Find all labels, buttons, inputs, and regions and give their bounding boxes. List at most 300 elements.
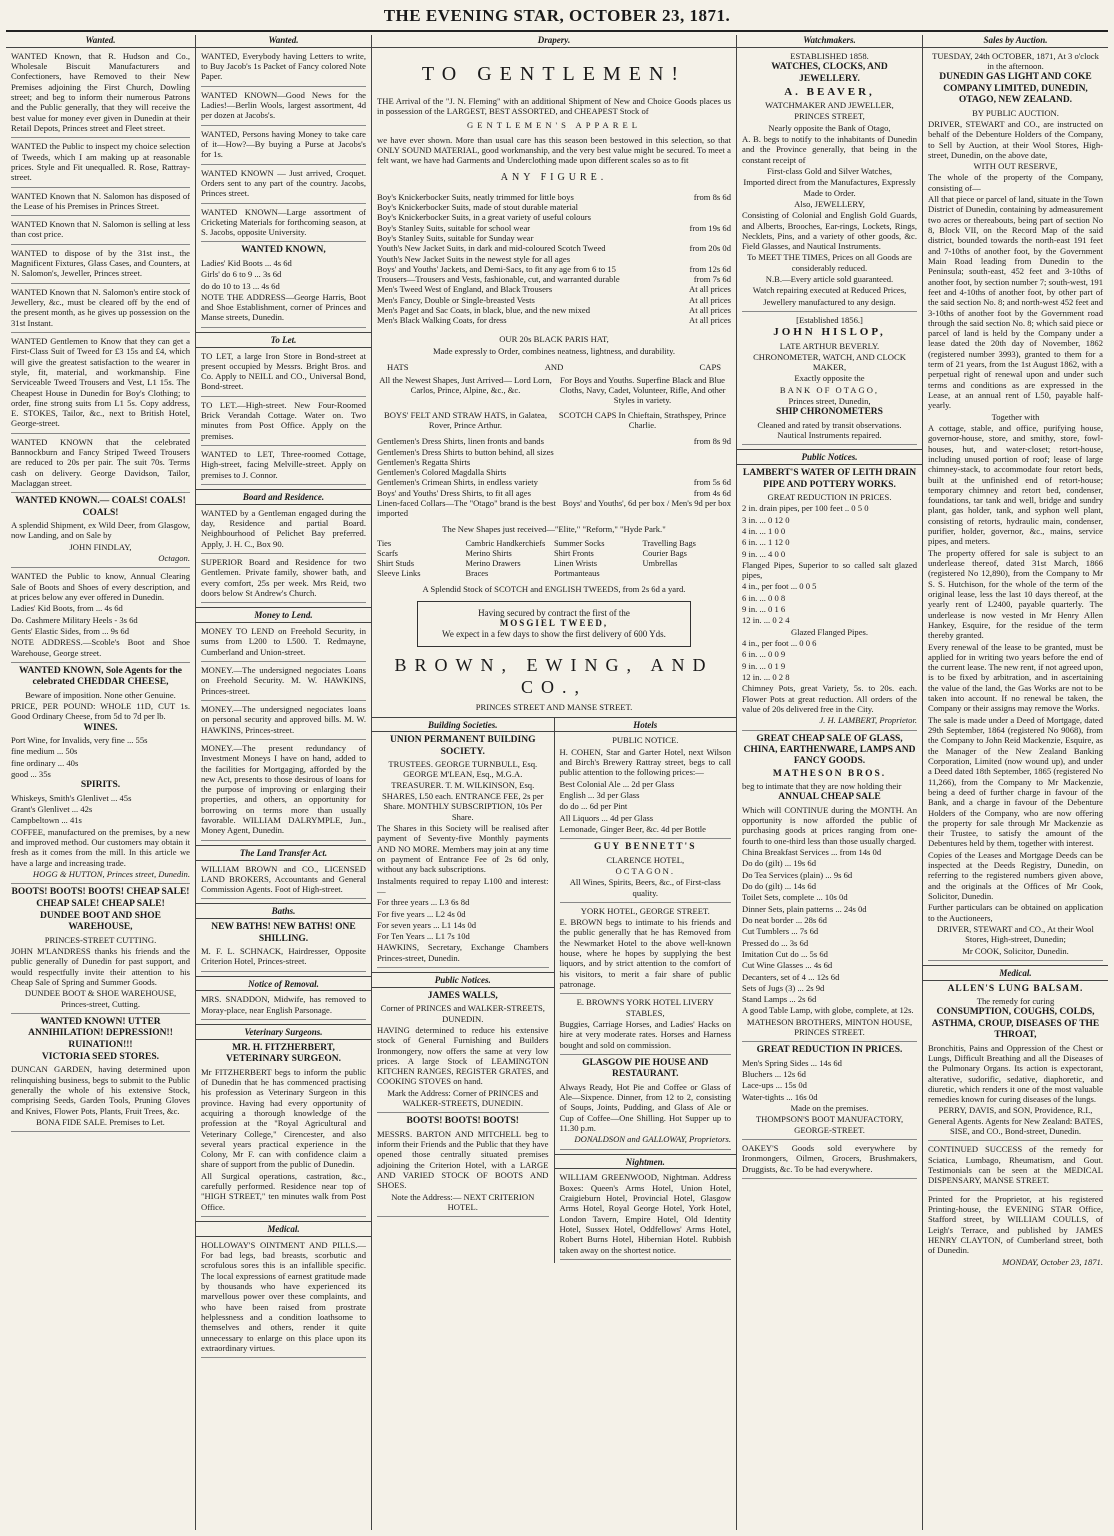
item-price: from 4s 6d: [693, 487, 731, 498]
ad-signature: THOMPSON'S BOOT MANUFACTORY, GEORGE-STREET.: [755, 1114, 904, 1135]
ad-text: MONEY.—The present redundancy of Investment Moneys I have on hand, added to the facilities for Mortgaging, afforded by the new Act, presents to those desirous of loans for the purpose of improving or enlarging their properties, and others, an opportunity for borrowing on terms more than usually favorable. WILLIAM DALRYMPLE, Jun., Money Agent, Dunedin.: [201, 742, 366, 836]
ad-money-hawkins-2: [201, 704, 366, 740]
ad-title: JOHN HISLOP,: [773, 326, 886, 339]
section-heading: Hotels: [555, 720, 737, 733]
ad-text: The New Shapes just received—"Elite," "Reform," "Hyde Park.": [442, 523, 666, 534]
price-line: good ... 35s: [11, 768, 51, 779]
ad-matheson: [742, 734, 917, 1043]
hotels-column: [555, 718, 737, 1263]
ad-walls: [377, 991, 549, 1114]
ad-text: WANTED KNOWN—Large assortment of Cricketing Materials for forthcoming season, at S. Jacobs, opposite University.: [201, 206, 366, 238]
ad-heading: GREAT REDUCTION IN PRICES.: [756, 1045, 903, 1056]
ad-text: TO LET, a large Iron Store in Bond-street at present occupied by Messrs. Bright Bros. and Co. Apply to NEILL and CO., Universal Bond, Bond-street.: [201, 350, 366, 392]
price-line: Sets of Jugs (3) ... 2s 9d: [742, 982, 825, 993]
ad-tolet-cottage: [201, 400, 366, 446]
ad-heading: WANTED KNOWN, Sole Agents for the celebrated CHEDDAR CHEESE,: [19, 665, 182, 688]
misc-item: Shirt Fronts: [554, 549, 594, 559]
ad-text: COFFEE, manufactured on the premises, by a new and improved method. Our customers may obtain it fresh as it comes from the mill. In this article we have a large and increasing trade.: [11, 826, 190, 868]
section-heading: Public Notices.: [737, 449, 922, 465]
mosgiel-line-2: MOSGIEL TWEED,: [499, 618, 609, 629]
price-line: Men's Spring Sides ... 14s 6d: [742, 1057, 842, 1068]
item-name: Linen-faced Collars—The "Otago" brand is the best imported: [377, 498, 556, 519]
price-line: Imitation Cut do ... 5s 6d: [742, 948, 828, 959]
price-line: Dinner Sets, plain patterns ... 24s 0d: [742, 903, 867, 914]
ad-text: MONEY TO LEND on Freehold Security, in sums from L200 to L500. T. Redmayne, Cumberland and Union-street.: [201, 626, 366, 657]
item-price: from 5s 6d: [693, 477, 731, 488]
price-line: 6 in. ... 0 0 9: [742, 649, 786, 660]
and-text: AND: [544, 362, 564, 373]
ad-hislop: [742, 315, 917, 445]
price-line: 6 in. ... 0 0 8: [742, 592, 786, 603]
ad-text: Chimney Pots, great Variety, 5s. to 20s. each. Flower Pots at great reduction. All orders of the value of 20s delivered free in the City.: [742, 683, 917, 714]
ad-text: Watch repairing executed at Reduced Prices,: [752, 285, 907, 296]
ad-text: E. BROWN begs to intimate to his friends and the public generally that he has Removed from the Newmarket Hotel to the above well-known house, where he hopes by supplying the best liquors, and by strict attention to the comfort of his visitors, to merit a fair share of public patronage.: [559, 917, 731, 989]
ad-text: Exactly opposite the: [794, 373, 865, 384]
ad-text: The Shares in this Society will be realised after payment of Seventy-five Monthly payments AND NO MORE. Members may join at any time on payment of Entrance Fee of 2s 6d only, without any back subscriptions.: [377, 823, 549, 875]
shirts-price-list: [377, 436, 731, 519]
price-row: [377, 305, 731, 315]
price-row: [377, 223, 731, 233]
item-price: At all prices: [689, 294, 731, 305]
firm-name: BROWN, EWING, AND CO.,: [394, 655, 714, 697]
ad-title: A. BEAVER,: [784, 85, 875, 98]
ad-holloway: [201, 1240, 366, 1358]
ad-text: Made expressly to Order, combines neatness, lightness, and durability.: [432, 346, 676, 357]
price-line: Lace-ups ... 15s 0d: [742, 1080, 807, 1091]
item-name: Boys' and Youths' Jackets, and Demi-Sacs, to fit any age from 6 to 15: [377, 263, 616, 274]
ad-text: Further particulars can be obtained on application to the Auctioneers,: [928, 902, 1103, 923]
ad-hudson: [11, 51, 190, 139]
price-line: Do do (gilt) ... 14s 6d: [742, 881, 816, 891]
ad-heading: WATCHES, CLOCKS, AND JEWELLERY.: [771, 62, 888, 84]
price-line: do do 10 to 13 ... 4s 6d: [201, 280, 280, 291]
price-line: do do ... 6d per Pint: [559, 801, 628, 812]
imprint-date: MONDAY, October 23, 1871.: [1002, 1256, 1103, 1267]
ad-signature: Mr COOK, Solicitor, Dunedin.: [962, 945, 1069, 956]
ad-text: A Splendid Stock of SCOTCH and ENGLISH TWEEDS, from 2s 6d a yard.: [422, 584, 686, 595]
item-price: from 12s 6d: [689, 263, 731, 274]
item-name: Men's Black Walking Coats, for dress: [377, 315, 507, 326]
price-line: fine medium ... 50s: [11, 746, 78, 757]
misc-item: Braces: [465, 569, 489, 579]
section-heading: Sales by Auction.: [923, 35, 1108, 48]
ad-heading: UNION PERMANENT BUILDING SOCIETY.: [389, 735, 536, 757]
item-name: Gentlemen's Dress Shirts to button behind, all sizes: [377, 446, 554, 457]
price-line: Toilet Sets, complete ... 10s 0d: [742, 892, 848, 903]
price-line: 6 in. ... 1 12 0: [742, 537, 790, 548]
item-name: Gentlemen's Crimean Shirts, in endless variety: [377, 477, 538, 488]
ad-cohen: [560, 735, 732, 839]
ad-signature: DUNDEE BOOT & SHOE WAREHOUSE, Princes-street, Cutting.: [24, 988, 177, 1009]
ad-text: The sale is made under a Deed of Mortgage, dated 29th September, 1864 (registered No 9068), from the Company to John Reid Mackenzie, Esquire, as the Manager of the New Zealand Banking Corporation, Limited (now wound up), and under a Deed dated 18th September, 1865 (registered No 11,266), from the Company to Mr Mackenzie, being a deed of further charge in favour of the Bank, and a charge in favour of the Debenture Holders of the Company, who are now offering the property for sale through Mr Mackenzie as their Trustee, to satisfy the amount of the Debentures held by them, together with interest.: [928, 714, 1103, 849]
ad-gas-company-auction: [928, 51, 1103, 961]
price-row: [377, 457, 731, 467]
ad-text: A good Table Lamp, with globe, complete, at 12s.: [742, 1005, 914, 1016]
price-line: Best Colonial Ale ... 2d per Glass: [559, 778, 675, 789]
ad-footer: Note the Address:— NEXT CRITERION HOTEL.: [391, 1191, 535, 1212]
ad-fitzherbert: [201, 1043, 366, 1217]
ad-davidson: [11, 437, 190, 494]
ad-heading: WANTED KNOWN,: [241, 245, 326, 256]
ad-text: we have ever shown. More than usual care has this season been bestowed in this selection, so that ONLY SOUND MATERIAL, good workmanship, and the very best value might be secured. To meet a felt want, we have had Garments and Underclothing made upon different scales so as to fit: [377, 134, 731, 166]
price-line: Campbeltown ... 41s: [11, 815, 82, 826]
section-heading: To Let.: [196, 332, 371, 348]
ad-oakey: [742, 1143, 917, 1179]
ad-text: WANTED Gentlemen to Know that they can get a First-Class Suit of Tweed for £3 15s and £4, which will give the greatest satisfaction to the wearer in style, fit, material, and workmanship. Fine Serviceable Tweed Trousers and Vest, L1 15s. The Cheapest House in Dunedin for Boy's Clothing; to order, fine strong suits from L1 5s. Copy address, E. STOKES, Tailor, &c., next to British Hotel, George-street.: [11, 335, 190, 429]
item-name: Gentlemen's Regatta Shirts: [377, 456, 471, 467]
price-line: Do. Cashmere Military Heels - 3s 6d: [11, 614, 138, 625]
misc-item: Courier Bags: [642, 549, 687, 559]
item-price: At all prices: [689, 315, 731, 326]
price-line: 9 in. ... 4 0 0: [742, 548, 786, 559]
misc-item: Sleeve Links: [377, 569, 421, 579]
ad-subheading: GREAT REDUCTION IN PRICES.: [767, 491, 892, 502]
ad-text: First-class Gold and Silver Watches,: [767, 165, 892, 176]
ad-heading: GREAT CHEAP SALE OF GLASS, CHINA, EARTHENWARE, LAMPS AND FANCY GOODS.: [743, 733, 916, 767]
ad-text: The remedy for curing: [976, 996, 1055, 1007]
item-price: from 8s 6d: [693, 191, 731, 202]
ad-union-building: [377, 735, 549, 968]
price-line: For three years ... L3 6s 8d: [377, 897, 470, 908]
section-heading: Notice of Removal.: [196, 976, 371, 992]
price-row: [377, 243, 731, 253]
price-line: Stand Lamps ... 2s 6d: [742, 994, 817, 1005]
section-heading: Building Societies.: [372, 720, 554, 733]
misc-item: Merino Shirts: [465, 549, 512, 559]
price-line: Pressed do ... 3s 6d: [742, 937, 809, 948]
ad-subheading: Glazed Flanged Pipes.: [790, 626, 869, 637]
price-line: Do neat border ... 28s 6d: [742, 914, 827, 925]
item-name: Youth's New Jacket Suits, in dark and mid-coloured Scotch Tweed: [377, 243, 606, 254]
price-line: Girls' do 6 to 9 ... 3s 6d: [201, 269, 282, 280]
item-name: Boy's Stanley Suits, suitable for Sunday wear: [377, 232, 534, 243]
ad-baths: [201, 922, 366, 971]
ad-snaddon: [201, 994, 366, 1020]
ad-heading: YORK HOTEL, GEORGE STREET.: [580, 905, 710, 916]
ad-signature: MATHESON BROTHERS, MINTON HOUSE, PRINCES STREET.: [746, 1016, 913, 1038]
ad-stokes: [11, 336, 190, 434]
building-column: [372, 718, 555, 1263]
price-line: Cut Tumblers ... 7s 6d: [742, 926, 819, 937]
price-row: [377, 447, 731, 457]
ad-york-hotel: [560, 906, 732, 995]
ad-rose: [11, 141, 190, 187]
section-heading: Veterinary Surgeons.: [196, 1024, 371, 1040]
ad-beaver: [742, 51, 917, 312]
ad-text: Cleaned and rated by transit observations. Nautical Instruments repaired.: [757, 419, 902, 441]
ad-brown-land: [201, 864, 366, 900]
ad-place: OCTAGON.: [615, 865, 675, 876]
ad-heading: BOOTS! BOOTS! BOOTS!: [406, 1116, 519, 1127]
ad-signature: JOHN FINDLAY,: [69, 541, 132, 552]
ad-text: TRUSTEES. GEORGE TURNBULL, Esq. GEORGE M'LEAN, Esq., M.G.A. TREASURER. T. M. WILKINSON, Esq.: [388, 759, 538, 790]
ad-title: TO GENTLEMEN!: [421, 62, 687, 85]
ad-tolet-connor: [201, 449, 366, 485]
price-line: Lemonade, Ginger Beer, &c. 4d per Bottle: [559, 823, 706, 834]
misc-item: Scarfs: [377, 549, 398, 559]
section-heading: Board and Residence.: [196, 489, 371, 505]
price-line: Water-tights ... 16s 0d: [742, 1091, 818, 1102]
ad-text: WANTED Known that N. Salomon's entire stock of Jewellery, &c., must be cleared off by the end of the present month, as he gives up possession on the 31st Instant.: [11, 286, 190, 328]
mosgiel-line-3: We expect in a few days to show the first delivery of 600 Yds.: [442, 629, 666, 640]
ad-jacobs-paper: [201, 51, 366, 87]
ad-text: JOHN M'LANDRESS thanks his friends and the public generally of Dunedin for past support, and would respectfully invite their attention to his Cheap Sale of Spring and Summer Goods.: [11, 946, 190, 987]
price-line: 3 in. ... 0 12 0: [742, 514, 790, 525]
ad-jacobs-purse: [201, 129, 366, 165]
ad-subheading: BY PUBLIC AUCTION.: [972, 107, 1059, 118]
ad-heading: NEW BATHS! NEW BATHS! ONE SHILLING.: [211, 922, 356, 944]
ad-thompson: [742, 1045, 917, 1140]
price-line: 4 in., per foot ... 0 0 5: [742, 581, 817, 592]
masthead: THE EVENING STAR, OCTOBER 23, 1871.: [383, 6, 731, 25]
ad-text: MONEY.—The undersigned negociates loans on personal security and approved bills. M. W. HAWKINS, Princes-street.: [201, 703, 366, 735]
ad-text: DRIVER, STEWART and CO., are instructed on behalf of the Debenture Holders of the Company, to Sell by Auction, at their Wool Stores, High-street, Dunedin, on the above date,: [928, 118, 1103, 160]
ad-subheading: ANNUAL CHEAP SALE: [778, 792, 881, 803]
item-name: Men's Fancy, Double or Single-breasted Vests: [377, 294, 535, 305]
item-price: At all prices: [689, 305, 731, 316]
ad-subheading: CHRONOMETER, WATCH, AND CLOCK MAKER,: [753, 351, 906, 373]
section-heading: Baths.: [196, 903, 371, 919]
ad-subheading: Beware of imposition. None other Genuine.: [25, 689, 176, 700]
ad-note: NOTE THE ADDRESS—George Harris, Boot and Shoe Establishment, corner of Princes and Manse streets, Dunedin.: [201, 291, 366, 323]
ad-footer: Mark the Address: Corner of PRINCES and WALKER-STREETS, DUNEDIN.: [387, 1087, 539, 1109]
ad-salomon-fixtures: [11, 248, 190, 284]
item-name: Boy's Knickerbocker Suits, neatly trimmed for little boys: [377, 191, 574, 202]
price-row: [377, 274, 731, 284]
ad-text: Buggies, Carriage Horses, and Ladies' Hacks on hire at very moderate rates. Horses and Harness bought and sold on commission.: [559, 1018, 731, 1050]
felt-hats-text: BOYS' FELT AND STRAW HATS, in Galatea, Rover, Prince Arthur.: [383, 409, 548, 430]
imprint: [928, 1194, 1103, 1271]
price-line: 4 in., per foot ... 0 0 6: [742, 638, 817, 649]
ad-jacobs-croquet: [201, 168, 366, 204]
section-heading: Medical.: [923, 965, 1108, 981]
ad-text: MESSRS. BARTON AND MITCHELL beg to inform their Friends and the Public that they have opened those centrally situated premises adjoining the Criterion Hotel, with a LARGE AND VARIED STOCK OF BOOTS AND SHOES.: [377, 1128, 549, 1191]
caps-text: For Boys and Youths. Superfine Black and Blue Cloths, Navy, Cadet, Volunteer, Rifle, And other Styles in variety.: [559, 374, 726, 406]
column-auction: [923, 35, 1108, 1530]
ad-greenwood: [560, 1172, 732, 1260]
ad-jacobs-cricket: [201, 207, 366, 243]
ad-heading: WANTED KNOWN.— COALS! COALS! COALS!: [15, 496, 186, 518]
section-heading: Wanted.: [6, 35, 195, 48]
item-name: Youth's New Jacket Suits in the newest style for all ages: [377, 253, 571, 264]
price-line: Do Tea Services (plain) ... 9s 6d: [742, 869, 853, 880]
ad-text: DUNCAN GARDEN, having determined upon relinquishing business, begs to submit to the Public generally the whole of his extensive Stock, comprising Seeds, Garden Tools, Pruning Gloves and Knives, Flower Pots, Plants, Fruit Trees, &c.: [11, 1064, 190, 1116]
ad-text: The property offered for sale is subject to an underlease thereof, dated 31st March, 1866 (registered No 12,890), from the Company to Mr S. S. Hutchison, for the whole of the term of the original lease, less the last 10 days thereof, at the yearly rent of L2400, payable quarterly. The underlease is now vested in Mr Henry Allen Hankey, Esquire, for the residue of the term thereby granted.: [928, 547, 1103, 641]
ad-salomon-lease: [11, 191, 190, 217]
ad-heading: GENTLEMEN'S APPAREL: [467, 120, 641, 131]
ad-footer: BONA FIDE SALE. Premises to Let.: [36, 1117, 165, 1128]
misc-item: Travelling Bags: [642, 539, 696, 549]
section-heading: Money to Lend.: [196, 607, 371, 623]
section-heading: The Land Transfer Act.: [196, 845, 371, 861]
ad-text: PERRY, DAVIS, and SON, Providence, R.I., General Agents. Agents for New Zealand: BATES, SISE, and CO., Bond-street, Dunedin.: [928, 1105, 1103, 1137]
firm-address: PRINCES STREET AND MANSE STREET.: [475, 702, 633, 713]
ad-victoria-seed: [11, 1017, 190, 1132]
ad-text: MONEY.—The undersigned negociates Loans on Freehold Security. M. W. HAWKINS, Princes-street.: [201, 665, 366, 696]
ad-text: Mr FITZHERBERT begs to inform the public of Dunedin that he has commenced practising his profession as Veterinary Surgeon in this province. Having had every opportunity of acquiring a thorough knowledge of the profession at the "Royal Agricultural and Veterinary College," Cirencester, and also several years practical experience in the Colony, Mr F. can with confidence claim a share of support from the public of Dunedin.: [201, 1066, 366, 1170]
ad-text: OAKEY'S Goods sold everywhere by Ironmongers, Oilmen, Grocers, Brushmakers, Druggists, &c. To be had everywhere.: [742, 1142, 917, 1174]
felt-scotch-row: [377, 410, 731, 431]
ad-subheading: WATCHMAKER AND JEWELLER,: [765, 100, 894, 111]
price-row: [377, 315, 731, 325]
price-row: [377, 295, 731, 305]
price-line: Ladies' Kid Boots ... 4s 6d: [201, 257, 292, 268]
misc-item: [643, 569, 732, 579]
ad-dundee: [11, 887, 190, 1014]
price-row: [377, 498, 731, 519]
item-name: Gentlemen's Dress Shirts, linen fronts and bands: [377, 436, 544, 447]
ad-text: WANTED the Public to know, Annual Clearing Sale of Boots and Shoes of every description, and at prices below any ever offered in Dunedin.: [11, 571, 190, 603]
item-price: from 8s 9d: [693, 436, 731, 447]
price-line: Grant's Glenlivet ... 42s: [11, 803, 93, 814]
ad-text: SHARES, L50 each. ENTRANCE FEE, 2s per Share. MONTHLY SUBSCRIPTION, 10s Per Share.: [381, 791, 544, 822]
price-line: Whiskeys, Smith's Glenlivet ... 45s: [11, 792, 132, 803]
ad-text: WANTED, Persons having Money to take care of it—How?—By buying a Purse at Jacobs's for 1s.: [201, 128, 366, 160]
ad-text: Always Ready, Hot Pie and Coffee or Glass of Ale—Sixpence. Dinner, from 12 to 2, consisting of Soups, Joints, Pudding, and Glass of Ale or Cup of Coffee—One Shilling. Hot Supper up to 11.30 p.m.: [559, 1081, 731, 1133]
item-name: Boy's Stanley Suits, suitable for school wear: [377, 222, 531, 233]
caps-heading: CAPS: [699, 362, 721, 373]
ad-text: WANTED KNOWN that the celebrated Bannockburn and Fancy Striped Tweed Trousers are reduced to 20s per pair. The suit 70s. Terms cash on delivery. George Davidson, Tailor, Maclaggan street.: [11, 436, 190, 489]
item-name: Boy's Knickerbocker Suits, made of stout durable material: [377, 201, 579, 212]
ad-glasgow-pie: [560, 1058, 732, 1150]
price-line: English ... 3d per Glass: [559, 789, 640, 800]
ad-text: PRICE, PER POUND: WHOLE 11D, CUT 1s. Good Ordinary Cheese, from 5d to 7d per lb.: [11, 700, 190, 722]
ad-text: All Wines, Spirits, Beers, &c., of First-class quality.: [569, 877, 721, 898]
item-name: Boy's Knickerbocker Suits, in a great variety of useful colours: [377, 212, 591, 223]
section-heading: Medical.: [196, 1221, 371, 1237]
ad-money-redmayne: [201, 626, 366, 662]
ad-text: WANTED KNOWN—Good News for the Ladies!—Berlin Wools, largest assortment, 4d per dozen at Jacobs's.: [201, 89, 366, 121]
ad-text: TO LET.—High-street. New Four-Roomed Brick Verandah Cottage. Water on. Two minutes from Post Office. Apply on the premises.: [201, 399, 366, 441]
ad-hogg-hutton: [11, 666, 190, 884]
ad-subheading: PRINCES-STREET CUTTING.: [44, 934, 157, 945]
price-row: [377, 467, 731, 477]
misc-item: Summer Socks: [554, 539, 605, 549]
ad-text: Together with: [991, 411, 1040, 422]
ad-text: CONTINUED SUCCESS of the remedy for Sciatica, Lumbago, Rheumatism, and Gout. Testimonials can be seen at the MEDICAL DISPENSARY, MANSE STREET.: [928, 1144, 1103, 1186]
price-row: [377, 477, 731, 487]
price-line: Cut Wine Glasses ... 4s 6d: [742, 960, 833, 971]
item-price: from 19s 6d: [689, 222, 731, 233]
ad-text: WANTED the Public to inspect my choice selection of Tweeds, which I am making up at reasonable prices. Style and Fit unequalled. R. Rose, Rattray-street.: [11, 141, 190, 183]
item-price: Boys' and Youths', 6d per box / Men's 9d per box: [562, 498, 731, 509]
ad-text: WANTED KNOWN — Just arrived, Croquet. Orders sent to any part of the country. Jacobs, Princes street.: [201, 167, 366, 199]
ad-text: WILLIAM BROWN and CO., LICENSED LAND BROKERS, Accountants and General Commission Agents. Foot of High-street.: [201, 863, 366, 895]
ad-heading: GLASGOW PIE HOUSE AND RESTAURANT.: [582, 1057, 709, 1080]
ad-heading: GUY BENNETT'S: [594, 842, 697, 853]
misc-item: Linen Wrists: [554, 559, 598, 569]
ad-signature: HOGG & HUTTON, Princes street, Dunedin.: [32, 868, 190, 879]
ad-title: DUNEDIN GAS LIGHT AND COKE COMPANY LIMITED, DUNEDIN, OTAGO, NEW ZEALAND.: [939, 72, 1092, 106]
ad-date: TUESDAY, 24th OCTOBER, 1871, At 3 o'clock in the afternoon.: [932, 50, 1099, 72]
ad-subheading: CLARENCE HOTEL,: [606, 854, 685, 865]
item-price: from 20s 0d: [689, 243, 731, 254]
ad-text: WANTED Known, that R. Hudson and Co., Wholesale Biscuit Manufacturers and Confectioners, have Removed to their New Premises adjoining the First Church, Dowling street; and beg to inform their numerous Patrons and the Public generally, that they will receive the best value for money ever given in Dunedin at their Retail Depots, Princes street and Fleet street.: [11, 50, 190, 133]
ad-text: Bronchitis, Pains and Oppression of the Chest or Lungs, Difficult Breathing and all the Diseases of the Pulmonary Organs. Its action is expectorant, alterative, sudorific, sedative, diaphoretic, and diuretic, which renders it one of the most valuable remedies known for curing diseases of the lungs.: [928, 1042, 1103, 1105]
masthead-rule: [6, 30, 1108, 32]
ad-text: MRS. SNADDON, Midwife, has removed to Moray-place, near English Parsonage.: [201, 994, 366, 1015]
ad-text: To MEET THE TIMES, Prices on all Goods are considerably reduced.: [747, 252, 912, 273]
section-heading: Drapery.: [372, 35, 736, 48]
section-heading: Watchmakers.: [737, 35, 922, 48]
ad-harris-boots: [201, 245, 366, 327]
column-drapery: [372, 35, 737, 1530]
price-line: 2 in. drain pipes, per 100 feet .. 0 5 0: [742, 503, 869, 514]
misc-item: Umbrellas: [642, 559, 678, 569]
price-row: [377, 202, 731, 212]
ad-heading: LAMBERT'S WATER OF LEITH DRAIN PIPE AND POTTERY WORKS.: [742, 468, 917, 490]
price-line: Gents' Elastic Sides, from ... 9s 6d: [11, 625, 130, 636]
ad-text: Princes street, Dunedin,: [788, 396, 871, 407]
ad-coals: [11, 496, 190, 568]
misc-item: Cambric Handkerchiefs: [465, 539, 546, 549]
ad-heading: E. BROWN'S YORK HOTEL LIVERY STABLES,: [576, 997, 714, 1018]
ad-text: Jewellery manufactured to any design.: [763, 296, 896, 307]
price-row: [377, 284, 731, 294]
ad-subheading: CONSUMPTION, COUGHS, COLDS, ASTHMA, CROUP, DISEASES OF THE THROAT,: [931, 1007, 1100, 1041]
ad-signature: DRIVER, STEWART and CO., At their Wool Stores, High-street, Dunedin;: [937, 923, 1094, 945]
ad-continued-success: [928, 1144, 1103, 1190]
ad-text: Instalments required to repay L100 and interest:—: [377, 875, 549, 896]
ad-heading: WINES.: [83, 722, 118, 733]
price-line: All Liquors ... 4d per Glass: [559, 812, 654, 823]
ad-text: N.B.—Every article sold guaranteed.: [765, 274, 894, 285]
price-line: 12 in. ... 0 2 4: [742, 615, 790, 626]
mosgiel-box: [417, 601, 691, 647]
misc-item: Merino Drawers: [465, 559, 521, 569]
price-line: For Ten Years ... L1 7s 10d: [377, 931, 470, 942]
ad-text: HOLLOWAY'S OINTMENT AND PILLS.—For bad legs, bad breasts, scorbutic and scrofulous sores this is an infallible specific. The local expressions of earnest gratitude made by thousands who have experienced its marvellous power over these complaints, and who have been raised from prostrate helplessness and a condition loathsome to themselves and others, render it quite unnecessary to enlarge on this place upon its extraordinary virtues.: [201, 1239, 366, 1353]
ad-text: Flanged Pipes, Superior to so called salt glazed pipes,: [742, 559, 917, 581]
price-row: [377, 192, 731, 202]
hats-caps-text: [377, 375, 731, 406]
item-name: Men's Paget and Sac Coats, in black, blue, and the new mixed: [377, 305, 591, 316]
ad-subheading: WITH OUT RESERVE,: [973, 161, 1058, 172]
ad-subheading: Also, JEWELLERY,: [794, 198, 865, 209]
ad-heading: OUR 20s BLACK PARIS HAT,: [499, 333, 609, 344]
ad-text: WANTED to dispose of by the 31st inst., the Magnificent Fixtures, Glass Cases, and Counters, at N. Salomon's, Jeweller, Princes street.: [11, 247, 190, 279]
ad-text: All that piece or parcel of land, situate in the Town District of Dunedin, containing by admeasurement two acres or thereabouts, being part of section No 8, Block VII, on the Record Map of the said district, bounded towards the north-east 191 feet and 7-10ths of another foot, by the Government Main Road leading from Dunedin to the Peninsula; south-east, 452 feet and 3-10ths of another foot, by section number 7; south-west, 191 feet and 4-10ths of another foot, by other part of the said section No. 8; and north-west 452 feet and 3-10ths of another foot by the Government road through the said section No. 8; which said piece or parcel of land is held by the Company under a lease dated the 20th day of November, 1862 (registered number 3993), granted to them for a term of 21 years, from the 1st August 1862, with a perpetual right of renewal upon and under such terms and conditions as are expressed in the Lease, at an annual rent of L50, payable half-yearly.: [928, 194, 1103, 411]
section-heading: Nightmen.: [555, 1154, 737, 1170]
mosgiel-line-1: Having secured by contract the first of the: [478, 607, 630, 618]
price-line: Port Wine, for Invalids, very fine ... 55s: [11, 735, 148, 745]
ad-text: HAWKINS, Secretary, Exchange Chambers Princes-street, Dunedin.: [377, 942, 549, 963]
ad-text: Imported direct from the Manufactures, Expressly Made to Order.: [743, 177, 916, 198]
ad-title: MATHESON BROS.: [772, 768, 887, 779]
ad-heading: SHIP CHRONOMETERS: [776, 407, 883, 418]
ad-text: WANTED, Everybody having Letters to write, to Buy Jacob's 1s Packet of Fancy colored Note Paper.: [201, 50, 366, 82]
price-row: [377, 254, 731, 264]
price-line: Do do (gilt) ... 19s 6d: [742, 858, 816, 869]
price-line: Bluchers ... 12s 6d: [742, 1069, 806, 1080]
ad-lambert: [742, 468, 917, 730]
ad-york-livery: [560, 997, 732, 1055]
scotch-caps-text: SCOTCH CAPS In Chieftain, Strathspey, Prince Charlie.: [558, 409, 727, 430]
ad-allens-lung-balsam: [928, 984, 1103, 1142]
ad-text: SUPERIOR Board and Residence for two Gentlemen. Private family, shower bath, and every comfort, 25s per week. Mrs Reid, two doors below St Andrew's Church.: [201, 557, 366, 598]
ad-money-dalrymple: [201, 743, 366, 841]
ad-signature: J. H. LAMBERT, Proprietor.: [819, 715, 917, 726]
ad-text: All Surgical operations, castration, &c., carefully performed. Residence near top of "HIGH STREET," ten minutes walk from Post Office.: [201, 1170, 366, 1212]
ad-text: WILLIAM GREENWOOD, Nightman. Address Boxes: Queen's Arms Hotel, Union Hotel, Craigieburn Hotel, Provincial Hotel, Glasgow Arms Hotel, Royal George Hotel, York Hotel, London Tavern, Empire Hotel, Old Identity Hotel, Sussex Hotel, Oddfellows' Arms Hotel, Robert Burns Hotel, Hibernian Hotel. Rubbish taken away on the shortest notice.: [559, 1172, 731, 1255]
misc-item: Ties: [377, 539, 392, 549]
ad-text: Which will CONTINUE during the MONTH. An opportunity is now afforded the public of purchasing goods at prices ranging from one-fourth to one-third less than those usually charged.: [742, 804, 917, 846]
ad-text: WANTED by a Gentleman engaged during the day, Residence and partial Board. Neighbourhood of Pelichet Bay preferred. Apply, J. H. C., Box 90.: [201, 507, 366, 549]
misc-item: Shirt Studs: [377, 559, 415, 569]
ad-barton-mitchell: [377, 1116, 549, 1217]
ad-heading: ANY FIGURE.: [500, 171, 608, 183]
ad-title: VICTORIA SEED STORES.: [41, 1052, 160, 1063]
